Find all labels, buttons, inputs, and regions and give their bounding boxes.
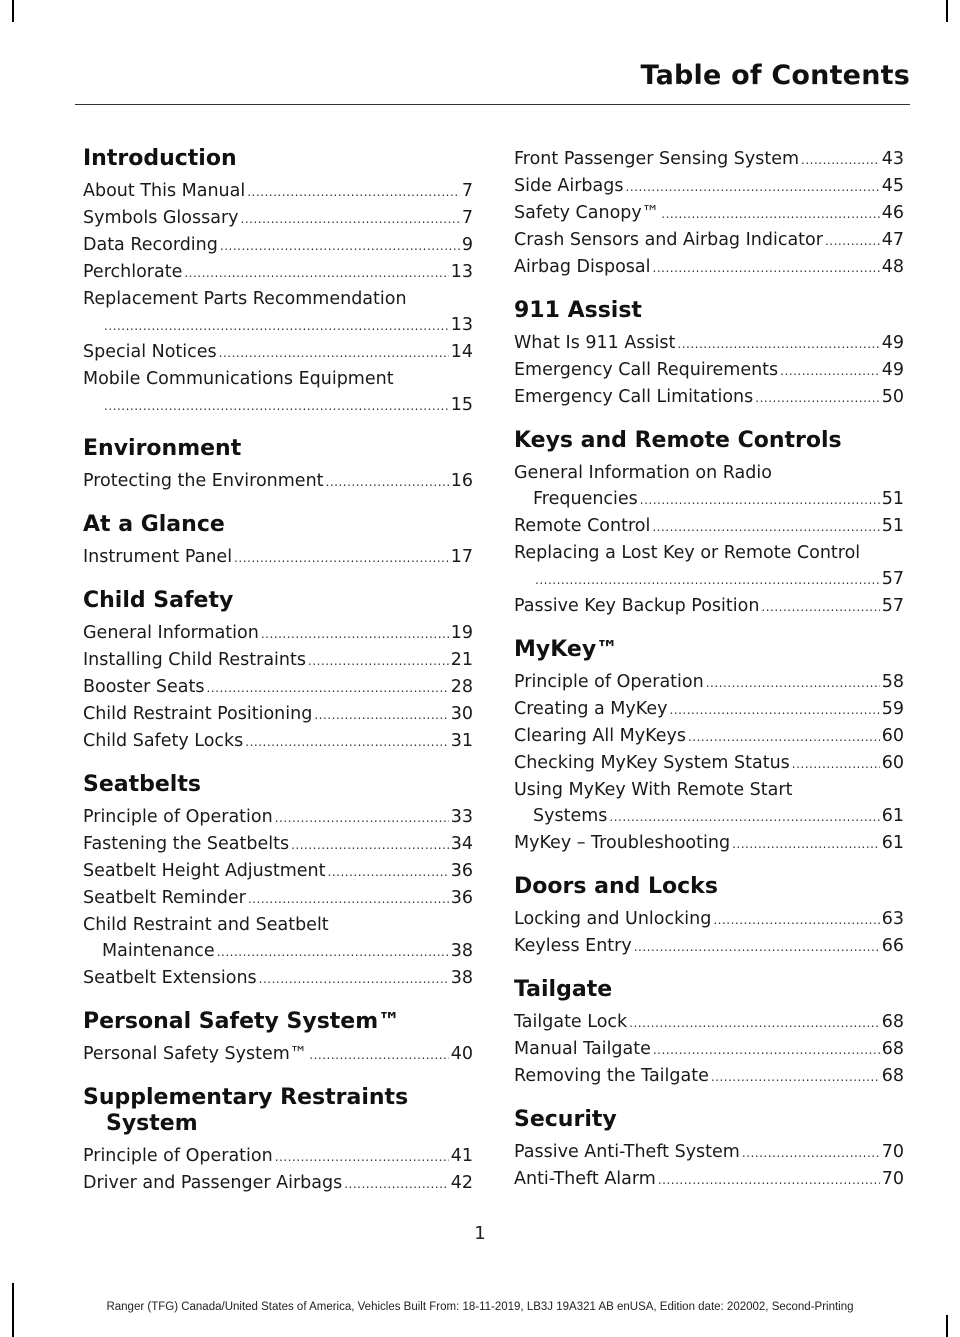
toc-entry-title: Data Recording — [83, 235, 218, 255]
toc-entry-title: Instrument Panel — [83, 547, 233, 567]
page-title: Table of Contents — [640, 60, 910, 91]
toc-section — [83, 146, 473, 419]
toc-entry[interactable] — [83, 620, 473, 647]
toc-entry-page: 38 — [450, 941, 473, 961]
toc-entry-title: Locking and Unlocking — [514, 909, 712, 929]
toc-entry[interactable] — [514, 540, 904, 593]
section-heading — [83, 1085, 473, 1137]
toc-entry-page: 63 — [881, 909, 904, 929]
toc-entry-title: Principle of Operation — [83, 807, 273, 827]
toc-entry-title: Crash Sensors and Airbag Indicator — [514, 230, 823, 250]
toc-entry[interactable] — [514, 933, 904, 960]
toc-entry[interactable] — [83, 885, 473, 912]
dot-leader — [658, 1167, 880, 1193]
toc-entry[interactable] — [514, 357, 904, 384]
toc-entry-title: MyKey – Troubleshooting — [514, 833, 731, 853]
toc-entry-title: Seatbelt Extensions — [83, 968, 257, 988]
section-heading-text: Seatbelts — [83, 772, 201, 797]
toc-section — [83, 1009, 473, 1068]
dot-leader — [780, 358, 880, 384]
dot-leader — [259, 966, 449, 992]
toc-entry-title: Symbols Glossary — [83, 208, 239, 228]
toc-entry-page: 61 — [881, 833, 904, 853]
dot-leader — [640, 487, 880, 513]
toc-section — [514, 146, 904, 281]
section-heading — [83, 1009, 473, 1035]
toc-entry-title: Mobile Communications Equipment — [83, 369, 394, 389]
toc-entry-page: 13 — [450, 262, 473, 282]
toc-section — [83, 436, 473, 495]
toc-entry[interactable] — [514, 1139, 904, 1166]
toc-entry[interactable] — [83, 728, 473, 755]
toc-entry[interactable] — [83, 286, 473, 339]
toc-entry-title: Using MyKey With Remote Start — [514, 780, 793, 800]
toc-entry[interactable] — [514, 227, 904, 254]
toc-entry-title: Emergency Call Requirements — [514, 360, 779, 380]
section-heading-text: Child Safety — [83, 588, 234, 613]
section-heading-text: Security — [514, 1107, 617, 1132]
toc-entry-title: What Is 911 Assist — [514, 333, 676, 353]
toc-entry[interactable] — [83, 232, 473, 259]
section-heading — [514, 874, 904, 900]
toc-entry-title: Passive Anti-Theft System — [514, 1142, 740, 1162]
toc-entry-title: Child Safety Locks — [83, 731, 244, 751]
toc-entry-title: Side Airbags — [514, 176, 624, 196]
section-heading-text: MyKey™ — [514, 637, 619, 662]
toc-entry-page: 60 — [881, 726, 904, 746]
toc-entry-page: 19 — [450, 623, 473, 643]
toc-entry-title: Replacing a Lost Key or Remote Control — [514, 543, 861, 563]
toc-entry-title: Clearing All MyKeys — [514, 726, 686, 746]
toc-section — [514, 428, 904, 620]
toc-entry-page: 50 — [881, 387, 904, 407]
toc-entry[interactable] — [514, 906, 904, 933]
toc-entry-title: General Information on Radio — [514, 463, 772, 483]
toc-entry[interactable] — [83, 912, 473, 965]
toc-entry-title: Principle of Operation — [83, 1146, 273, 1166]
toc-entry-page: 57 — [881, 569, 904, 589]
toc-entry[interactable] — [83, 259, 473, 286]
toc-section — [514, 977, 904, 1090]
toc-entry-page: 34 — [450, 834, 473, 854]
document-footer: Ranger (TFG) Canada/United States of America, Vehicles Built From: 18-11-2019, LB3J 19A321 AB enUSA, Edition date: 202002, Second-Printing — [106, 1301, 854, 1313]
toc-section — [83, 1085, 473, 1197]
section-heading-text: Personal Safety System™ — [83, 1009, 401, 1034]
section-heading — [83, 146, 473, 172]
dot-leader — [634, 934, 880, 960]
toc-entry[interactable] — [83, 1143, 473, 1170]
toc-entry-title: Fastening the Seatbelts — [83, 834, 290, 854]
toc-entry-title: Front Passenger Sensing System — [514, 149, 800, 169]
section-heading — [514, 977, 904, 1003]
dot-leader — [706, 670, 880, 696]
dot-leader — [713, 907, 879, 933]
toc-entry-title-cont: Frequencies — [533, 489, 638, 509]
section-heading-text: Introduction — [83, 146, 237, 171]
section-heading-text-cont: System — [106, 1111, 198, 1136]
dot-leader — [309, 1042, 448, 1068]
dot-leader — [825, 228, 880, 254]
section-heading — [83, 436, 473, 462]
toc-entry-page: 59 — [881, 699, 904, 719]
dot-leader — [241, 206, 460, 232]
toc-entry-page: 7 — [461, 208, 473, 228]
toc-section — [83, 588, 473, 755]
toc-entry-title: Child Restraint Positioning — [83, 704, 313, 724]
toc-entry-page: 68 — [881, 1039, 904, 1059]
toc-entry-title: Safety Canopy™ — [514, 203, 660, 223]
toc-entry-title: Principle of Operation — [514, 672, 704, 692]
toc-entry[interactable] — [514, 1009, 904, 1036]
dot-leader — [732, 831, 880, 857]
toc-entry[interactable] — [83, 1170, 473, 1197]
toc-entry-page: 38 — [450, 968, 473, 988]
toc-entry[interactable] — [514, 777, 904, 830]
dot-leader — [535, 567, 880, 593]
toc-entry-page: 70 — [881, 1142, 904, 1162]
toc-entry[interactable] — [514, 723, 904, 750]
dot-leader — [755, 385, 879, 411]
toc-entry-title: Seatbelt Reminder — [83, 888, 246, 908]
section-heading-text: Tailgate — [514, 977, 613, 1002]
toc-entry-page: 14 — [450, 342, 473, 362]
dot-leader — [653, 255, 880, 281]
toc-entry-title: Driver and Passenger Airbags — [83, 1173, 343, 1193]
toc-entry-page: 30 — [450, 704, 473, 724]
dot-leader — [653, 1037, 880, 1063]
toc-entry-page: 15 — [450, 395, 473, 415]
toc-entry-title: Anti-Theft Alarm — [514, 1169, 656, 1189]
toc-entry[interactable] — [83, 468, 473, 495]
toc-entry-page: 60 — [881, 753, 904, 773]
dot-leader — [219, 340, 449, 366]
toc-entry[interactable] — [83, 647, 473, 674]
toc-entry-page: 49 — [881, 360, 904, 380]
section-heading-text: Keys and Remote Controls — [514, 428, 842, 453]
dot-leader — [245, 729, 448, 755]
toc-entry[interactable] — [514, 1036, 904, 1063]
toc-entry-page: 51 — [881, 516, 904, 536]
toc-entry-page: 51 — [881, 489, 904, 509]
section-heading — [514, 428, 904, 454]
toc-entry-title: Remote Control — [514, 516, 651, 536]
toc-entry-title: Passive Key Backup Position — [514, 596, 760, 616]
toc-section — [514, 637, 904, 857]
toc-section — [83, 772, 473, 992]
toc-entry-page: 42 — [450, 1173, 473, 1193]
toc-entry-page: 41 — [450, 1146, 473, 1166]
dot-leader — [220, 233, 460, 259]
toc-entry-page: 58 — [881, 672, 904, 692]
toc-entry-title: Manual Tailgate — [514, 1039, 651, 1059]
section-heading — [514, 1107, 904, 1133]
toc-entry-title: Keyless Entry — [514, 936, 632, 956]
toc-entry-title: Creating a MyKey — [514, 699, 668, 719]
dot-leader — [247, 179, 460, 205]
dot-leader — [248, 886, 449, 912]
toc-entry-title: Protecting the Environment — [83, 471, 324, 491]
header-divider — [75, 104, 910, 105]
dot-leader — [677, 331, 879, 357]
toc-entry-title: Installing Child Restraints — [83, 650, 306, 670]
toc-entry[interactable] — [514, 173, 904, 200]
dot-leader — [344, 1171, 449, 1197]
toc-entry-page: 48 — [881, 257, 904, 277]
toc-entry-page: 36 — [450, 888, 473, 908]
dot-leader — [275, 1144, 449, 1170]
dot-leader — [801, 147, 880, 173]
toc-entry[interactable] — [83, 858, 473, 885]
toc-entry[interactable] — [514, 513, 904, 540]
toc-entry-title: Tailgate Lock — [514, 1012, 628, 1032]
crop-mark-top-right — [946, 0, 948, 22]
crop-mark-bottom-right — [946, 1315, 948, 1337]
dot-leader — [275, 805, 449, 831]
section-heading — [83, 772, 473, 798]
toc-section — [514, 298, 904, 411]
toc-entry-title: Airbag Disposal — [514, 257, 651, 277]
dot-leader — [217, 939, 449, 965]
toc-entry[interactable] — [514, 254, 904, 281]
section-heading-text: At a Glance — [83, 512, 225, 537]
dot-leader — [234, 545, 449, 571]
toc-entry[interactable] — [83, 544, 473, 571]
toc-entry[interactable] — [514, 593, 904, 620]
dot-leader — [652, 514, 879, 540]
toc-entry-page: 31 — [450, 731, 473, 751]
toc-entry[interactable] — [514, 750, 904, 777]
dot-leader — [326, 469, 449, 495]
toc-entry-page: 47 — [881, 230, 904, 250]
toc-right-column — [514, 146, 904, 1210]
toc-entry-page: 68 — [881, 1066, 904, 1086]
dot-leader — [184, 260, 448, 286]
section-heading-text: Environment — [83, 436, 242, 461]
toc-entry[interactable] — [83, 1041, 473, 1068]
toc-entry[interactable] — [514, 696, 904, 723]
dot-leader — [314, 702, 448, 728]
toc-section — [83, 512, 473, 571]
toc-entry[interactable] — [83, 366, 473, 419]
toc-entry[interactable] — [83, 831, 473, 858]
toc-entry-title: Personal Safety System™ — [83, 1044, 308, 1064]
toc-entry[interactable] — [514, 830, 904, 857]
dot-leader — [291, 832, 449, 858]
dot-leader — [711, 1064, 880, 1090]
toc-entry-page: 17 — [450, 547, 473, 567]
toc-entry-page: 61 — [881, 806, 904, 826]
dot-leader — [609, 804, 879, 830]
toc-entry-page: 28 — [450, 677, 473, 697]
dot-leader — [261, 621, 449, 647]
dot-leader — [104, 393, 449, 419]
toc-entry[interactable] — [514, 330, 904, 357]
toc-section — [514, 1107, 904, 1193]
section-heading-text: Supplementary Restraints — [83, 1085, 409, 1110]
toc-entry-page: 70 — [881, 1169, 904, 1189]
toc-entry-page: 43 — [881, 149, 904, 169]
dot-leader — [688, 724, 880, 750]
toc-entry-title: Emergency Call Limitations — [514, 387, 754, 407]
dot-leader — [661, 201, 879, 227]
toc-entry-page: 9 — [461, 235, 473, 255]
toc-entry-page: 13 — [450, 315, 473, 335]
toc-entry-title: Booster Seats — [83, 677, 205, 697]
toc-entry[interactable] — [514, 1063, 904, 1090]
toc-entry[interactable] — [514, 146, 904, 173]
toc-entry[interactable] — [83, 965, 473, 992]
dot-leader — [669, 697, 879, 723]
toc-entry-page: 16 — [450, 471, 473, 491]
toc-entry[interactable] — [514, 384, 904, 411]
dot-leader — [742, 1140, 880, 1166]
page-number: 1 — [474, 1223, 486, 1244]
toc-entry[interactable] — [514, 460, 904, 513]
toc-entry-page: 68 — [881, 1012, 904, 1032]
toc-entry-title: Child Restraint and Seatbelt — [83, 915, 329, 935]
toc-entry[interactable] — [514, 1166, 904, 1193]
toc-entry[interactable] — [514, 200, 904, 227]
dot-leader — [626, 174, 880, 200]
toc-entry-page: 46 — [881, 203, 904, 223]
toc-entry-title: About This Manual — [83, 181, 246, 201]
toc-entry[interactable] — [514, 669, 904, 696]
toc-entry-title: Removing the Tailgate — [514, 1066, 709, 1086]
dot-leader — [308, 648, 449, 674]
toc-entry-title-cont: Systems — [533, 806, 608, 826]
toc-entry-title: Special Notices — [83, 342, 217, 362]
toc-entry-title: Checking MyKey System Status — [514, 753, 790, 773]
toc-entry-title-cont: Maintenance — [102, 941, 215, 961]
crop-mark-top-left — [12, 0, 14, 22]
toc-entry-page: 21 — [450, 650, 473, 670]
toc-entry[interactable] — [83, 674, 473, 701]
section-heading — [83, 512, 473, 538]
dot-leader — [104, 313, 449, 339]
toc-entry-title: Seatbelt Height Adjustment — [83, 861, 326, 881]
toc-entry-page: 7 — [461, 181, 473, 201]
dot-leader — [207, 675, 449, 701]
toc-entry-page: 57 — [881, 596, 904, 616]
section-heading-text: 911 Assist — [514, 298, 642, 323]
toc-entry[interactable] — [83, 205, 473, 232]
dot-leader — [792, 751, 880, 777]
toc-left-column — [83, 146, 473, 1214]
toc-section — [514, 874, 904, 960]
section-heading-text: Doors and Locks — [514, 874, 718, 899]
toc-entry-title: General Information — [83, 623, 259, 643]
toc-entry[interactable] — [83, 178, 473, 205]
toc-entry-page: 49 — [881, 333, 904, 353]
section-heading — [83, 588, 473, 614]
toc-entry[interactable] — [83, 804, 473, 831]
section-heading — [514, 637, 904, 663]
toc-entry-title: Replacement Parts Recommendation — [83, 289, 407, 309]
toc-entry[interactable] — [83, 701, 473, 728]
toc-entry-page: 33 — [450, 807, 473, 827]
toc-entry[interactable] — [83, 339, 473, 366]
toc-entry-page: 45 — [881, 176, 904, 196]
toc-entry-title: Perchlorate — [83, 262, 183, 282]
section-heading — [514, 298, 904, 324]
dot-leader — [761, 594, 879, 620]
toc-entry-page: 36 — [450, 861, 473, 881]
toc-entry-page: 66 — [881, 936, 904, 956]
dot-leader — [629, 1010, 880, 1036]
toc-entry-page: 40 — [450, 1044, 473, 1064]
dot-leader — [328, 859, 449, 885]
